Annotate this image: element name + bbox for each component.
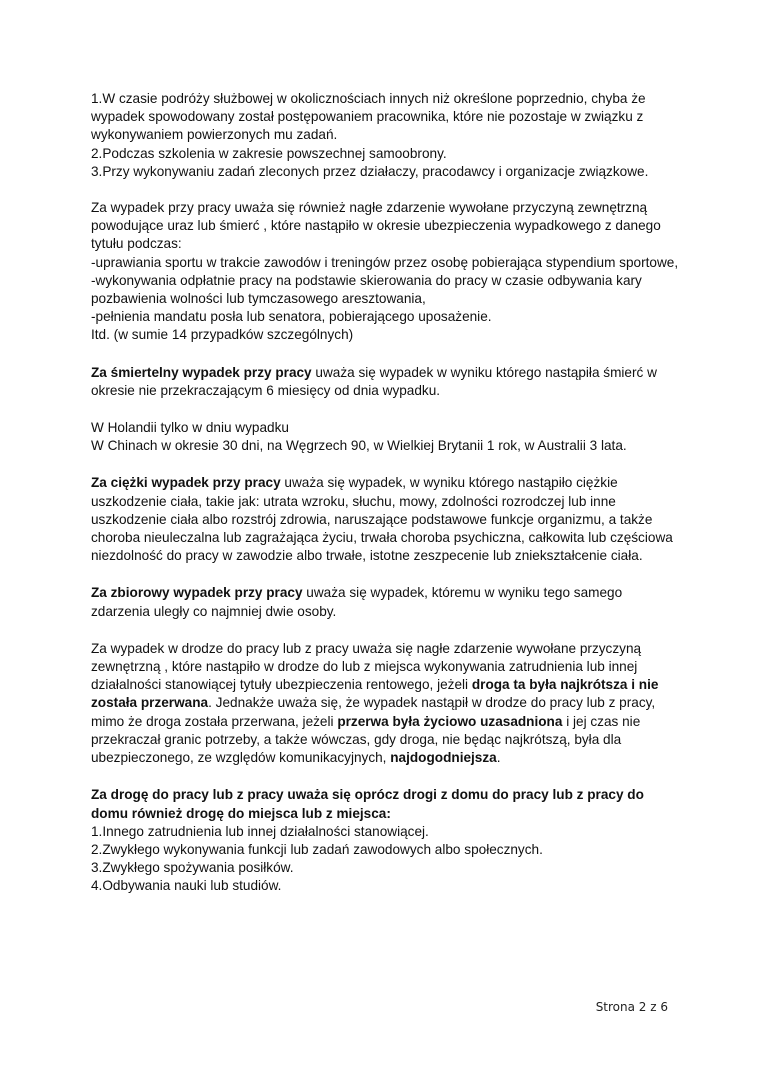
list-item: 2.Podczas szkolenia w zakresie powszechnej samoobrony. [91,145,447,161]
definition-text: uważa się wypadek w wyniku którego nastąpiła śmierć w okresie nie przekraczającym 6 miesięcy od dnia wypadku. [91,364,657,398]
term-serious: Za ciężki wypadek przy pracy [91,475,281,491]
country-note: W Chinach w okresie 30 dni, na Węgrzech 90, w Wielkiej Brytanii 1 rok, w Australii 3 lata. [91,438,627,454]
list-item: 2.Zwykłego wykonywania funkcji lub zadań zawodowych albo społecznych. [91,841,543,857]
emphasis: przerwa była życiowo uzasadniona [337,713,563,729]
paragraph-collective [91,584,681,620]
term-collective: Za zbiorowy wypadek przy pracy [91,585,303,601]
commute-text: . [496,750,501,766]
list-item: 1.W czasie podróży służbowej w okolicznościach innych niż określone poprzednio, chyba że wypadek spowodowany został postępowaniem pracownika, które nie pozostaje w związku z wykonywaniem powierzonych mu zadań. [91,91,646,143]
list-item: 1.Innego zatrudnienia lub innej działalności stanowiącej. [91,823,429,839]
list-item: -wykonywania odpłatnie pracy na podstawie skierowania do pracy w czasie odbywania kary pozbawienia wolności lub tymczasowego aresztowania, [91,272,642,307]
list-item: 3.Zwykłego spożywania posiłków. [91,860,294,876]
country-note: W Holandii tylko w dniu wypadku [91,420,289,436]
list-item: -uprawiania sportu w trakcie zawodów i treningów przez osobę pobierająca stypendium sportowe, [91,254,679,270]
page-number: Strona 2 z 6 [595,1000,668,1014]
paragraph-commute [91,640,681,767]
list-item: 3.Przy wykonywaniu zadań zleconych przez działaczy, pracodawcy i organizacje związkowe. [91,163,649,179]
list-item: -pełnienia mandatu posła lub senatora, pobierającego uposażenie. [91,309,492,325]
emphasis: najdogodniejsza [390,750,497,766]
paragraph-serious [91,474,681,565]
definition-text: uważa się wypadek, w wyniku którego nastąpiło ciężkie uszkodzenie ciała, takie jak: utrata wzroku, słuchu, mowy, zdolności rozrodczej lub inne uszkodzenie ciała albo rozstrój zdrowia, naruszające podstawowe funkcje organizmu, a także choroba nieuleczalna lub zagrażająca życiu, trwała choroba psychiczna, całkowita lub częściowa niezdolność do pracy w zawodzie albo trwałe, istotne zeszpecenie lub zniekształcenie ciała. [91,475,673,564]
paragraph-fatal [91,364,681,400]
route-heading [91,786,681,822]
paragraph-also-accident: Za wypadek przy pracy uważa się również nagłe zdarzenie wywołane przyczyną zewnętrzną powodujące uraz lub śmierć , które nastąpiło w okresie ubezpieczenia wypadkowego z danego tytułu podczas: [91,200,661,252]
commute-text: Za wypadek w drodze do pracy lub z pracy uważa się nagłe zdarzenie wywołane przyczyną zewnętrzną , które nastąpiło w drodze do lub z miejsca wykonywania zatrudnienia lub innej działalności stanowiącej tytuły ubezpieczenia rentowego, jeżeli [91,640,642,693]
document-body [91,90,681,896]
list-item: Itd. (w sumie 14 przypadków szczególnych) [91,327,354,343]
emphasis: droga ta była najkrótsza i nie została przerwana [91,677,659,711]
definition-text: uważa się wypadek, któremu w wyniku tego samego zdarzenia uległy co najmniej dwie osoby. [91,585,623,619]
route-heading-text: Za drogę do pracy lub z pracy uważa się oprócz drogi z domu do pracy lub z pracy do domu również drogę do miejsca lub z miejsca: [91,787,644,821]
list-item: 4.Odbywania nauki lub studiów. [91,878,282,894]
commute-text: i jej czas nie przekraczał granic potrzeby, a także wówczas, gdy droga, nie będąc najkrótszą, była dla ubezpieczonego, ze względów komunikacyjnych, [91,713,641,766]
commute-text: . Jednakże uważa się, że wypadek nastąpił w drodze do pracy lub z pracy, mimo że droga została przerwana, jeżeli [91,695,656,729]
term-fatal: Za śmiertelny wypadek przy pracy [91,364,312,380]
